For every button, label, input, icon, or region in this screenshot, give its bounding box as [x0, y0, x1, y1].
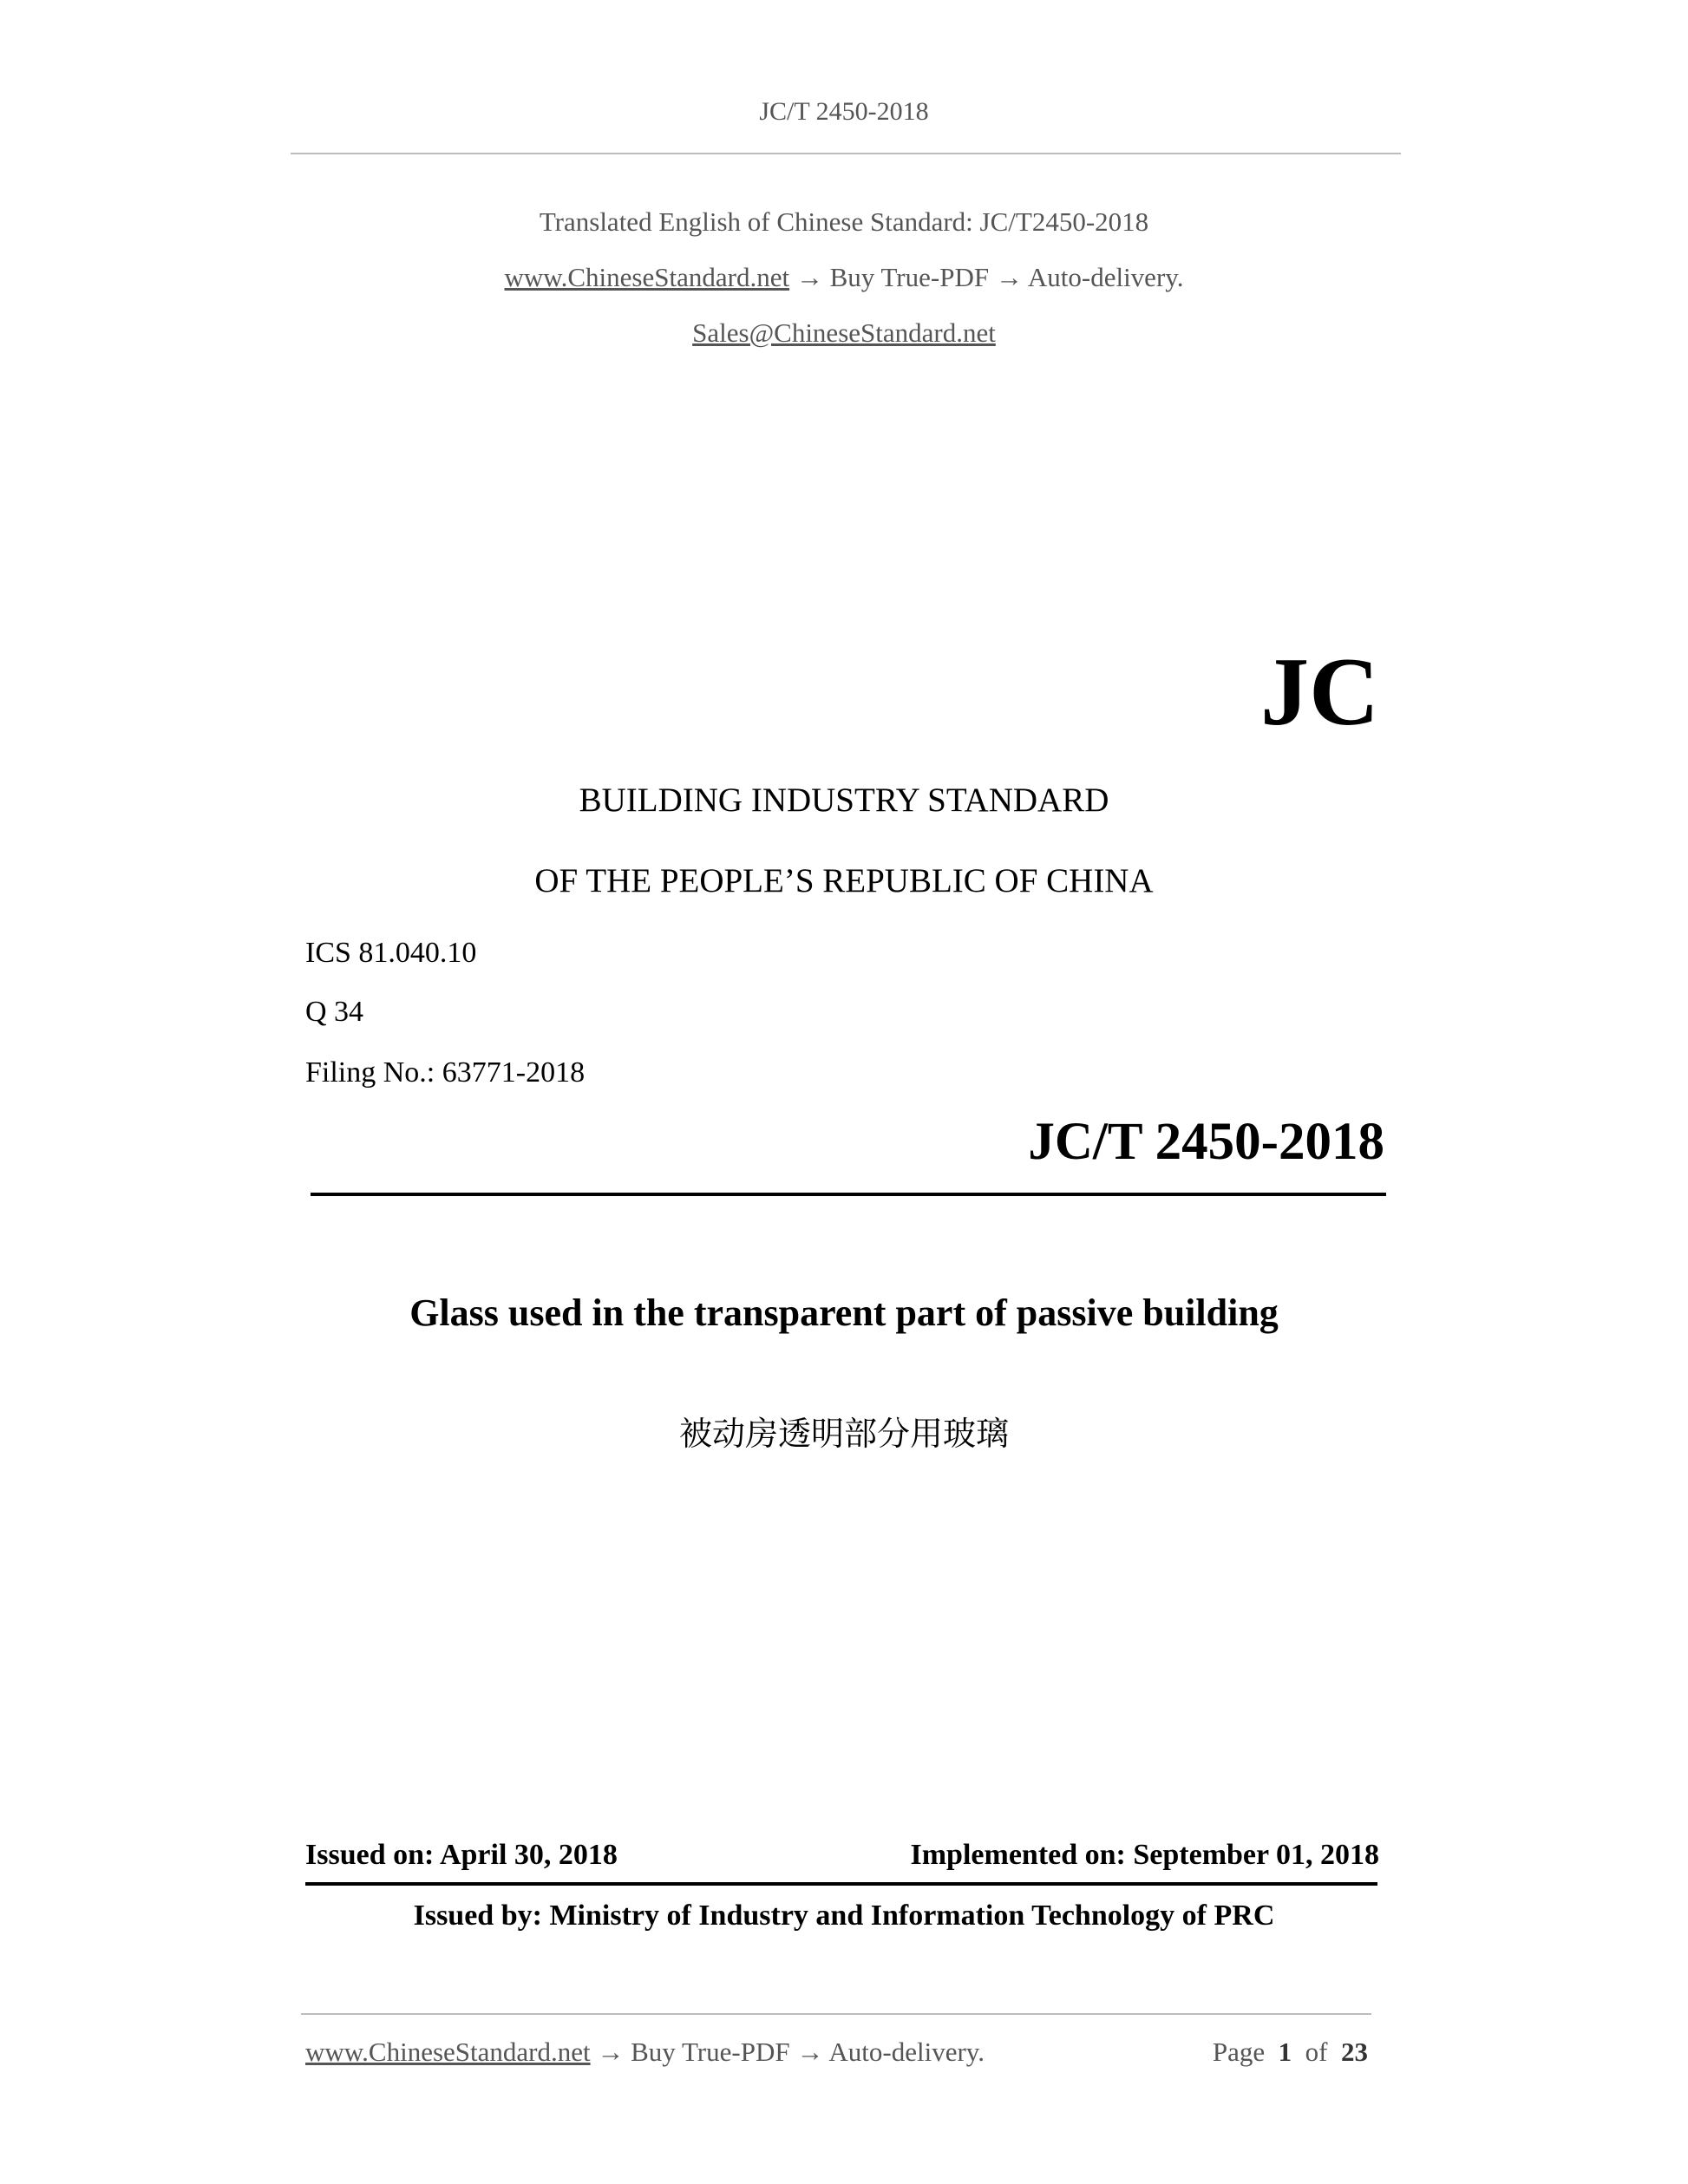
arrow-right-icon: →: [795, 262, 823, 292]
promo-buy-line: [0, 262, 1688, 293]
arrow-right-icon: →: [796, 2037, 824, 2067]
ics-code: ICS 81.040.10: [305, 937, 477, 969]
arrow-right-icon: →: [597, 2037, 625, 2067]
footer-divider: [301, 2013, 1371, 2015]
promo-translation-line: Translated English of Chinese Standard: JC/T2450-2018: [539, 206, 1149, 237]
arrow-right-icon: →: [995, 262, 1023, 292]
standard-logo: JC: [1260, 638, 1379, 746]
issued-on-date: Issued on: April 30, 2018: [305, 1839, 618, 1871]
promo-buy-text: Buy True-PDF: [829, 262, 990, 292]
document-title-chinese: 被动房透明部分用玻璃: [678, 1415, 1009, 1453]
page-total: 23: [1341, 2037, 1368, 2067]
standard-type-line1: BUILDING INDUSTRY STANDARD: [579, 781, 1109, 819]
header-divider: [291, 153, 1401, 154]
promo-email-link[interactable]: Sales@ChineseStandard.net: [692, 317, 996, 348]
page-indicator: [1213, 2037, 1368, 2068]
implemented-on-date: Implemented on: September 01, 2018: [910, 1839, 1379, 1871]
footer-buy-line: [305, 2037, 985, 2068]
ccs-code: Q 34: [305, 996, 364, 1028]
document-title-english: Glass used in the transparent part of passive building: [409, 1291, 1279, 1334]
promo-site-link[interactable]: www.ChineseStandard.net: [504, 262, 790, 292]
page-current: 1: [1278, 2037, 1292, 2067]
page-label: Page: [1212, 2037, 1266, 2067]
footer-delivery-text: Auto-delivery.: [828, 2037, 985, 2067]
standard-number: JC/T 2450-2018: [1028, 1113, 1384, 1171]
promo-email-line: [0, 317, 1688, 349]
issue-divider: [305, 1882, 1377, 1886]
standard-type-line2: OF THE PEOPLE’S REPUBLIC OF CHINA: [534, 862, 1154, 899]
title-divider: [311, 1193, 1386, 1196]
running-header-title: JC/T 2450-2018: [759, 97, 929, 126]
footer-buy-text: Buy True-PDF: [631, 2037, 790, 2067]
page-of-label: of: [1305, 2037, 1328, 2067]
filing-number: Filing No.: 63771-2018: [305, 1056, 586, 1089]
issuing-authority: Issued by: Ministry of Industry and Information Technology of PRC: [413, 1900, 1275, 1932]
promo-delivery-text: Auto-delivery.: [1027, 262, 1184, 292]
footer-site-link[interactable]: www.ChineseStandard.net: [305, 2037, 591, 2067]
